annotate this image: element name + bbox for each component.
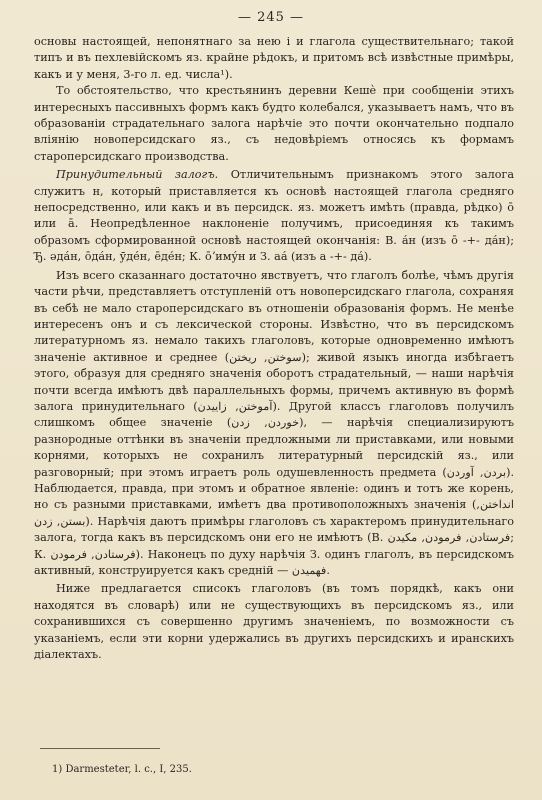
paragraph-5: Ниже предлагается списокъ глаголовъ (въ томъ порядкѣ, какъ они находятся въ словарѣ) или не существующихъ въ персидскомъ яз., или сохранившихся съ совершенно другимъ значеніемъ, по возможности съ указаніемъ, если эти корни удержались въ другихъ персидскихъ и иранскихъ діалектахъ.	[34, 582, 514, 662]
footnote-divider	[40, 748, 160, 749]
paragraph-1: основы настоящей, непонятнаго за нею і и глагола существительнаго; такой типъ и въ пехлевійскомъ яз. крайне рѣдокъ, и притомъ всѣ извѣстные примѣры, какъ и у меня, 3-го л. ед. числа¹).	[34, 35, 514, 81]
paragraph-3	[34, 167, 514, 265]
page-number-header: — 245 —	[237, 10, 305, 25]
paragraph-3-text: Отличительнымъ признакомъ этого залога служитъ н, который приставляется къ основѣ настоящей глагола средняго непосредственно, или какъ и въ персидск. яз. можетъ имѣть (правда, рѣдко) ō или ā. Неопредѣленное наклоненіе получимъ, присоединяя къ такимъ образомъ сформированной основѣ настоящей окончанія: В. а́н (изъ ō -+- да́н); Ђ. ǝда́н, ōда́н, ӯде́н, ēде́н; К. ōʼиму́н и З. аа́ (изъ а -+- да́).	[34, 168, 515, 264]
main-text	[34, 34, 514, 663]
section-label: Принудительный залогъ.	[56, 168, 219, 182]
paragraph-4: Изъ всего сказаннаго достаточно явствуетъ, что глаголъ болѣе, чѣмъ другія части рѣчи, представляетъ отступленій отъ новоперсидскаго глагола, сохраняя въ себѣ не мало староперсидскаго въ отношеніи образованія формъ. Не менѣе интересенъ онъ и съ лексической стороны. Извѣстно, что въ персидскомъ литературномъ яз. немало такихъ глаголовъ, которые одновременно имѣютъ значеніе активное и среднее (سوختن, ريختن); живой языкъ иногда избѣгаетъ этого, образуя для средняго значенія оборотъ страдательный, — наши нарѣчія почти всегда имѣютъ двѣ параллельныхъ формы, причемъ активную въ формѣ залога принудительнаго (آموختن, زاييدن). Другой классъ глаголовъ получилъ слишкомъ общее значеніе (خوردن, زدن), — нарѣчія специализируютъ разнородные оттѣнки въ значеніи предложными ли приставками, или новыми корнями, которыхъ не сохранилъ литературный персидскій яз., или разговорный; при этомъ играетъ роль одушевленность предмета (بردن, آوردن). Наблюдается, правда, при этомъ и обратное явленіе: одинъ и тотъ же корень, но съ разными приставками, имѣетъ два противоположныхъ значенія (انداختن, بستن, زدن). Нарѣчія даютъ примѣры глаголовъ съ характеромъ принудительнаго залога, тогда какъ въ персидскомъ они его не имѣютъ (В. فرستادن, فرمودن, مكيدن; К. فرستادن, فرمودن). Наконецъ по духу нарѣчія З. одинъ глаголъ, въ персидскомъ активный, конструируется какъ средній — فهميدن.	[34, 268, 515, 577]
footnote: 1) Darmesteter, l. c., I, 235.	[52, 764, 192, 775]
paragraph-2: То обстоятельство, что крестьянинъ деревни Кешѐ при сообщеніи этихъ интересныхъ пассивныхъ формъ какъ будто колебался, указываетъ намъ, что въ образованіи страдательнаго залога нарѣчіе это почти окончательно подпало вліянію новоперсидскаго яз., съ недовѣріемъ относясь къ формамъ староперсидскаго производства.	[34, 84, 514, 163]
